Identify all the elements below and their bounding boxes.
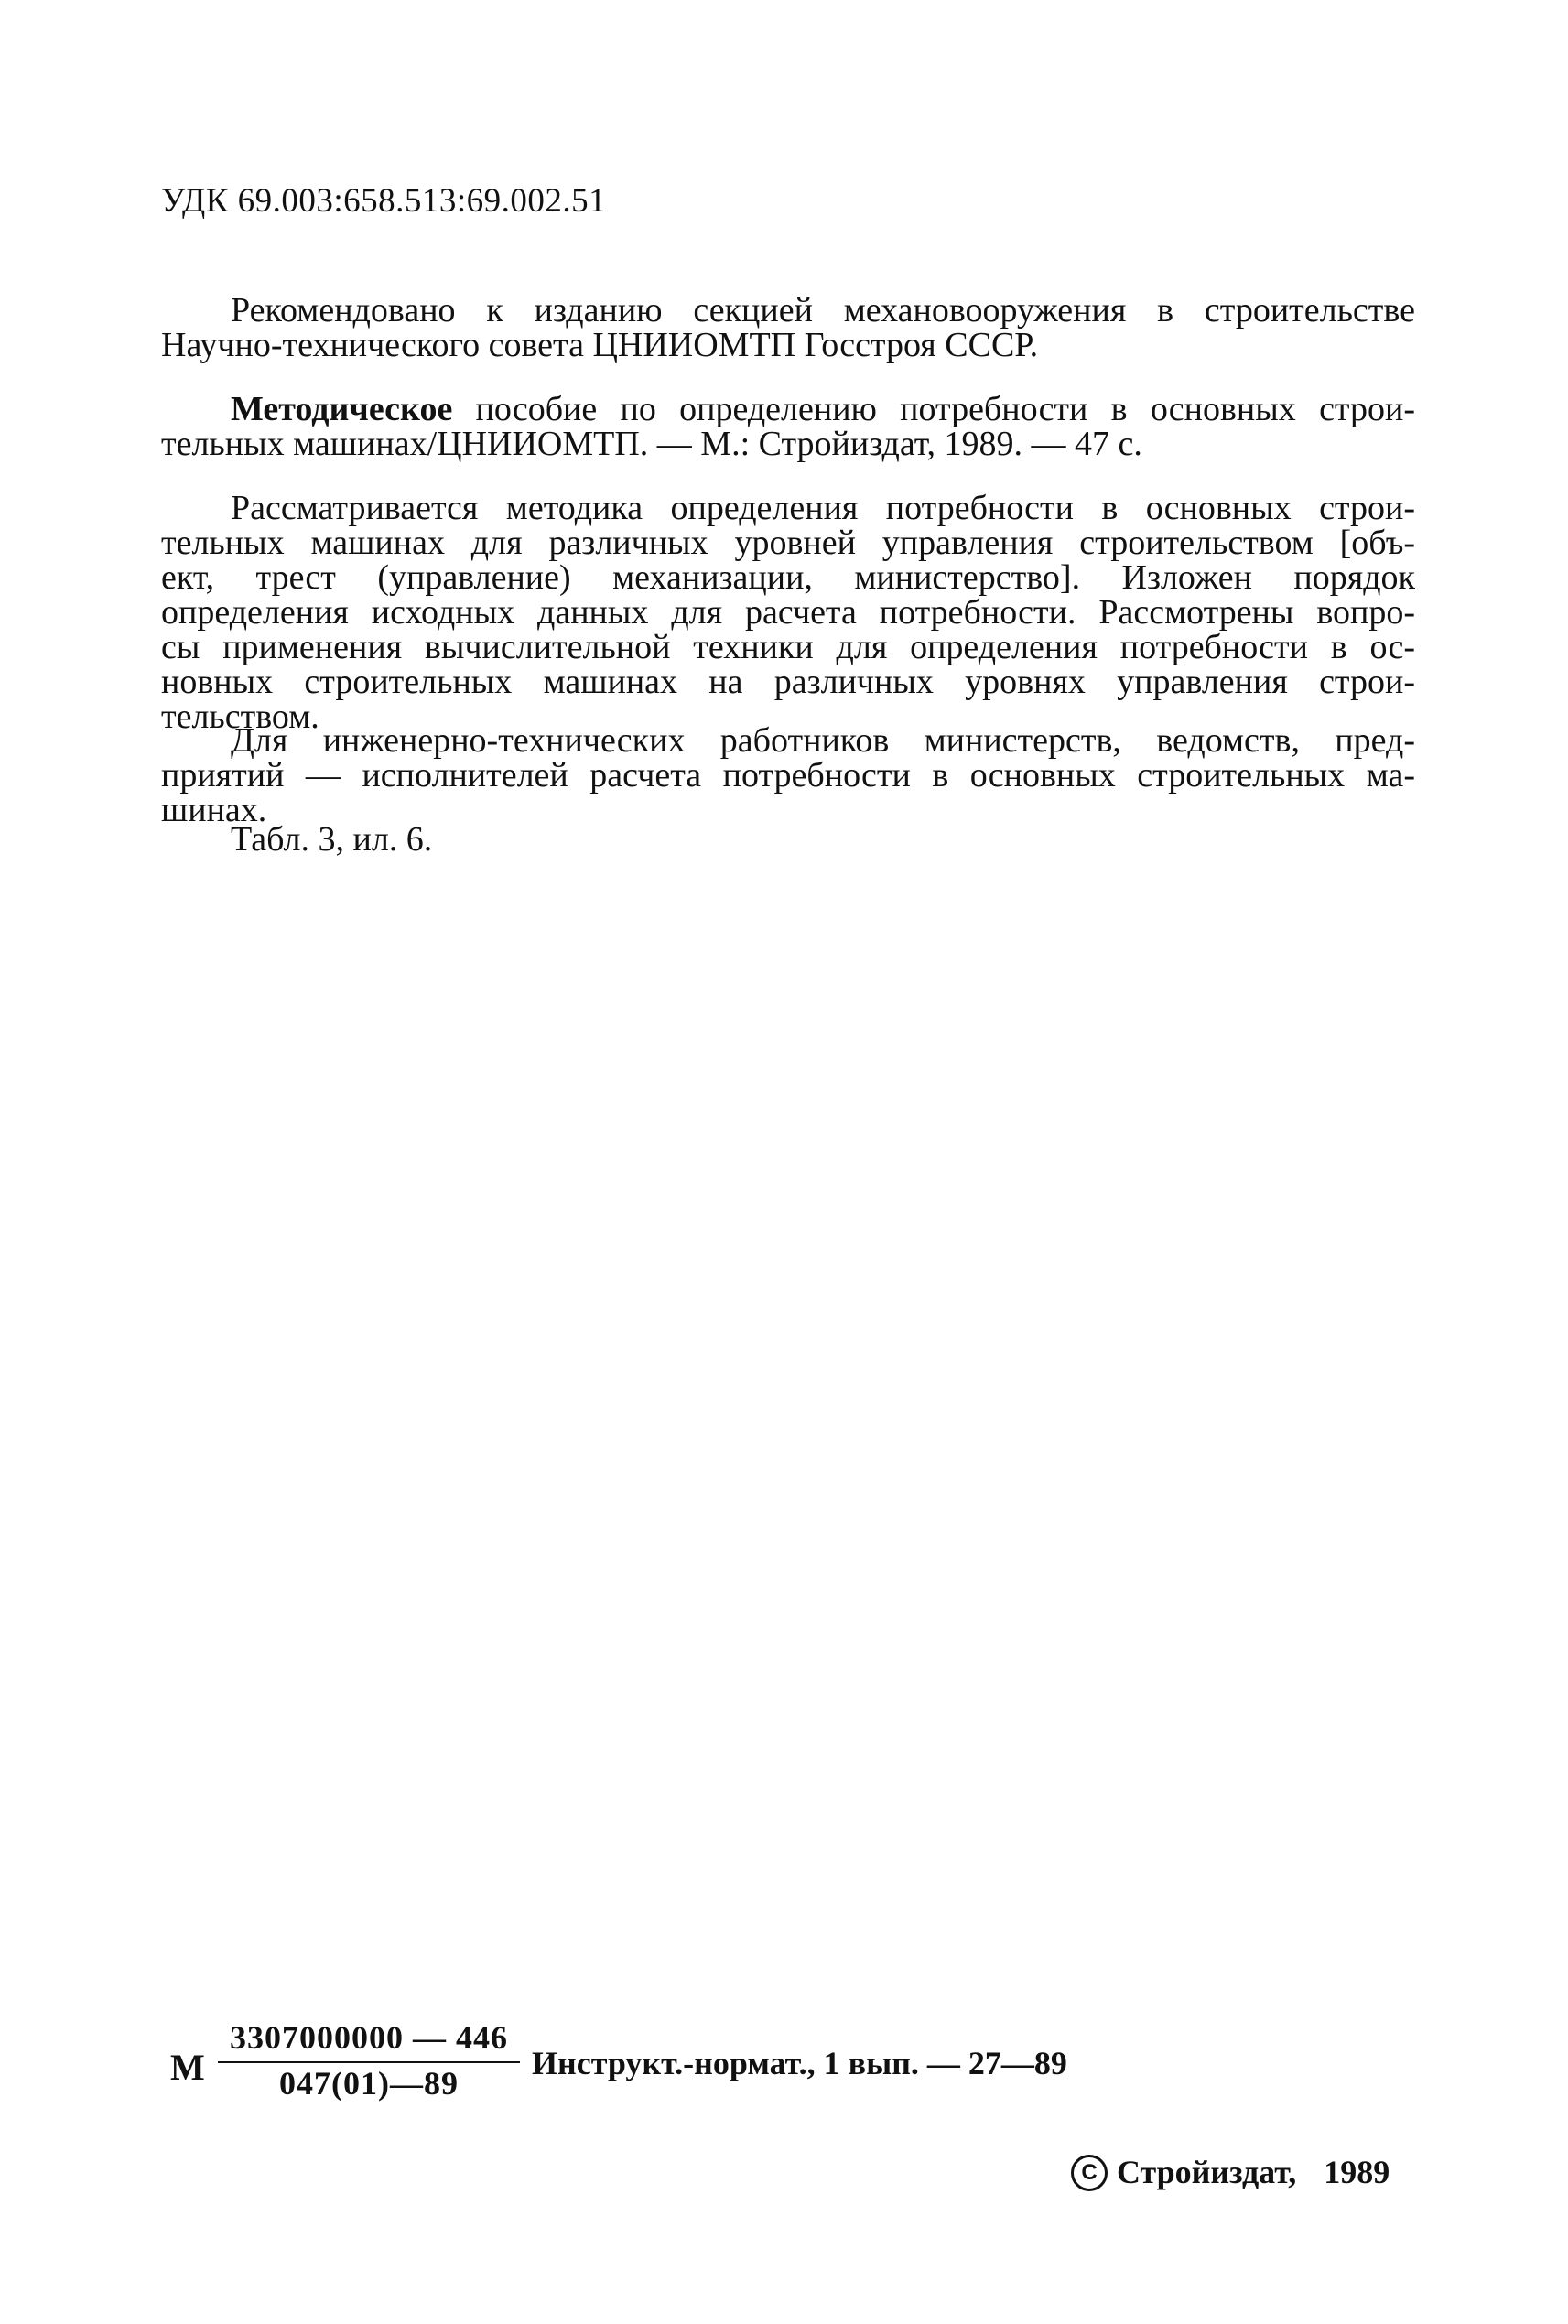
abstract-line: Рассматривается методика определения потребности в основных строи- [231,489,1415,527]
recommendation-line: Рекомендовано к изданию секцией механовооружения в строительстве [231,291,1415,330]
copyright-line [1071,2153,1390,2194]
fraction-bar [218,2061,520,2063]
tables-note-line: Табл. 3, ил. 6. [231,820,433,859]
abstract-line: ект, трест (управление) механизации, министерство]. Изложен порядок [161,558,1415,597]
copyright-year: 1989 [1324,2154,1390,2190]
tables-illustrations-note [161,822,1415,857]
recommendation-paragraph [161,293,1415,362]
imprint-letter: М [170,2047,205,2088]
bibliographic-citation [161,392,1415,461]
imprint-denominator: 047(01)—89 [279,2065,459,2102]
recommendation-line: Научно-технического совета ЦНИИОМТП Госстроя СССР. [161,326,1039,364]
copyright-publisher: Стройиздат, [1117,2154,1297,2190]
imprint-series: Инструкт.-нормат., 1 вып. — 27—89 [532,2045,1067,2081]
abstract-line: определения исходных данных для расчета потребности. Рассмотрены вопро- [161,593,1415,632]
abstract-line: сы применения вычислительной техники для определения потребности в ос- [161,628,1415,666]
audience-line: шинах. [161,791,267,829]
copyright-icon: C [1071,2155,1108,2191]
abstract-line: тельством. [161,697,319,736]
citation-title-word: Методическое [231,390,453,428]
audience-line: Для инженерно-технических работников министерств, ведомств, пред- [231,721,1415,760]
citation-line-rest: пособие по определению потребности в основных строи- [452,390,1415,428]
abstract-paragraph [161,491,1415,734]
audience-paragraph [161,723,1415,827]
abstract-line: тельных машинах для различных уровней управления строительством [объ- [161,524,1415,562]
abstract-line: новных строительных машинах на различных уровнях управления строи- [161,663,1415,701]
citation-line [161,392,1415,427]
citation-line: тельных машинах/ЦНИИОМТП. — М.: Стройиздат, 1989. — 47 с. [161,425,1142,463]
publication-imprint [161,2018,1415,2101]
audience-line: приятий — исполнителей расчета потребности в основных строительных ма- [161,756,1415,794]
imprint-numerator: 3307000000 — 446 [230,2019,508,2056]
udk-code: УДК 69.003:658.513:69.002.51 [161,182,607,220]
